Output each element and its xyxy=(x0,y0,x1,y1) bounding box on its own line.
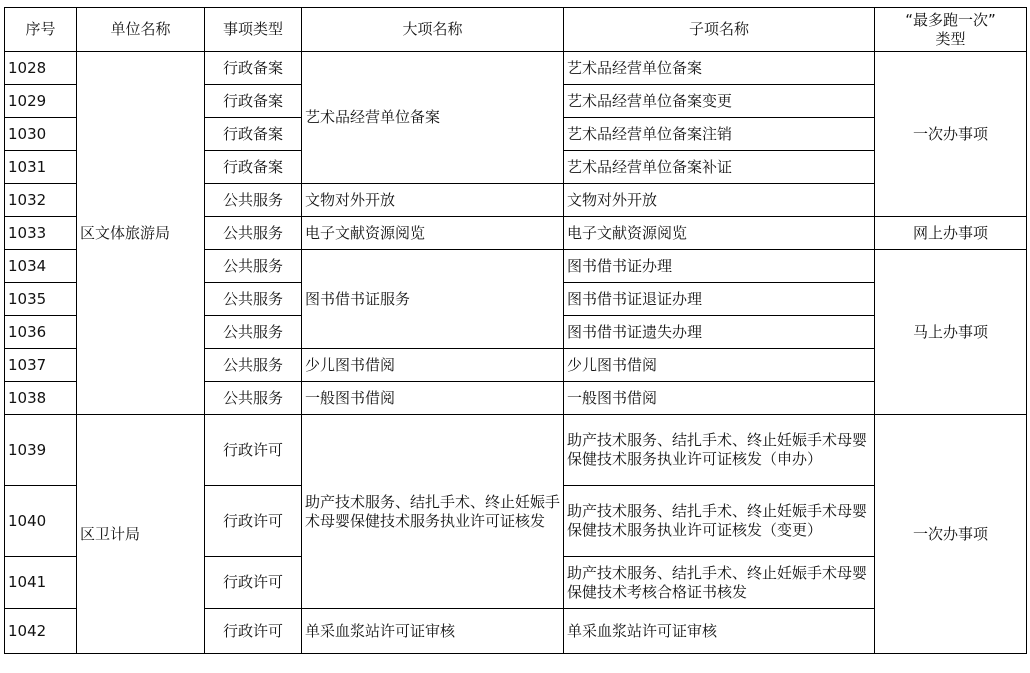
table-row xyxy=(5,415,1027,486)
sub-item-cell: 艺术品经营单位备案 xyxy=(564,52,875,85)
service-items-table xyxy=(4,7,1027,654)
seq-cell: 1039 xyxy=(5,415,77,486)
major-item-cell: 电子文献资源阅览 xyxy=(302,217,564,250)
item-type-cell: 公共服务 xyxy=(205,283,302,316)
sub-item-cell: 助产技术服务、结扎手术、终止妊娠手术母婴保健技术服务执业许可证核发（变更） xyxy=(564,486,875,557)
seq-cell: 1037 xyxy=(5,349,77,382)
sub-item-cell: 图书借书证办理 xyxy=(564,250,875,283)
major-item-cell: 图书借书证服务 xyxy=(302,250,564,349)
header-major-item: 大项名称 xyxy=(302,8,564,52)
item-type-cell: 行政许可 xyxy=(205,415,302,486)
table-header-row xyxy=(5,8,1027,52)
header-item-type: 事项类型 xyxy=(205,8,302,52)
seq-cell: 1031 xyxy=(5,151,77,184)
run-type-cell: 一次办事项 xyxy=(875,415,1027,654)
item-type-cell: 公共服务 xyxy=(205,250,302,283)
item-type-cell: 公共服务 xyxy=(205,217,302,250)
sub-item-cell: 单采血浆站许可证审核 xyxy=(564,609,875,654)
item-type-cell: 行政备案 xyxy=(205,151,302,184)
seq-cell: 1032 xyxy=(5,184,77,217)
seq-cell: 1040 xyxy=(5,486,77,557)
sub-item-cell: 助产技术服务、结扎手术、终止妊娠手术母婴保健技术服务执业许可证核发（申办） xyxy=(564,415,875,486)
unit-cell: 区卫计局 xyxy=(77,415,205,654)
sub-item-cell: 一般图书借阅 xyxy=(564,382,875,415)
major-item-cell: 少儿图书借阅 xyxy=(302,349,564,382)
header-run-type-line2: 类型 xyxy=(935,29,966,48)
seq-cell: 1041 xyxy=(5,557,77,609)
sub-item-cell: 文物对外开放 xyxy=(564,184,875,217)
run-type-cell: 马上办事项 xyxy=(875,250,1027,415)
sub-item-cell: 艺术品经营单位备案注销 xyxy=(564,118,875,151)
header-run-type-line1: “最多跑一次” xyxy=(905,10,996,29)
seq-cell: 1034 xyxy=(5,250,77,283)
item-type-cell: 行政许可 xyxy=(205,557,302,609)
table-row xyxy=(5,52,1027,85)
item-type-cell: 行政许可 xyxy=(205,486,302,557)
sub-item-cell: 少儿图书借阅 xyxy=(564,349,875,382)
item-type-cell: 公共服务 xyxy=(205,316,302,349)
item-type-cell: 行政备案 xyxy=(205,52,302,85)
item-type-cell: 公共服务 xyxy=(205,349,302,382)
seq-cell: 1030 xyxy=(5,118,77,151)
seq-cell: 1028 xyxy=(5,52,77,85)
header-sub-item: 子项名称 xyxy=(564,8,875,52)
item-type-cell: 公共服务 xyxy=(205,184,302,217)
major-item-cell: 单采血浆站许可证审核 xyxy=(302,609,564,654)
sub-item-cell: 图书借书证遗失办理 xyxy=(564,316,875,349)
seq-cell: 1042 xyxy=(5,609,77,654)
major-item-cell: 文物对外开放 xyxy=(302,184,564,217)
seq-cell: 1035 xyxy=(5,283,77,316)
item-type-cell: 行政备案 xyxy=(205,118,302,151)
major-item-cell: 一般图书借阅 xyxy=(302,382,564,415)
sub-item-cell: 艺术品经营单位备案变更 xyxy=(564,85,875,118)
item-type-cell: 行政许可 xyxy=(205,609,302,654)
header-run-type xyxy=(875,8,1027,52)
sub-item-cell: 图书借书证退证办理 xyxy=(564,283,875,316)
sub-item-cell: 助产技术服务、结扎手术、终止妊娠手术母婴保健技术考核合格证书核发 xyxy=(564,557,875,609)
major-item-cell: 助产技术服务、结扎手术、终止妊娠手术母婴保健技术服务执业许可证核发 xyxy=(302,415,564,609)
run-type-cell: 网上办事项 xyxy=(875,217,1027,250)
seq-cell: 1038 xyxy=(5,382,77,415)
major-item-cell: 艺术品经营单位备案 xyxy=(302,52,564,184)
sub-item-cell: 电子文献资源阅览 xyxy=(564,217,875,250)
sub-item-cell: 艺术品经营单位备案补证 xyxy=(564,151,875,184)
seq-cell: 1036 xyxy=(5,316,77,349)
header-unit: 单位名称 xyxy=(77,8,205,52)
run-type-cell: 一次办事项 xyxy=(875,52,1027,217)
header-seq: 序号 xyxy=(5,8,77,52)
seq-cell: 1033 xyxy=(5,217,77,250)
item-type-cell: 公共服务 xyxy=(205,382,302,415)
seq-cell: 1029 xyxy=(5,85,77,118)
unit-cell: 区文体旅游局 xyxy=(77,52,205,415)
item-type-cell: 行政备案 xyxy=(205,85,302,118)
